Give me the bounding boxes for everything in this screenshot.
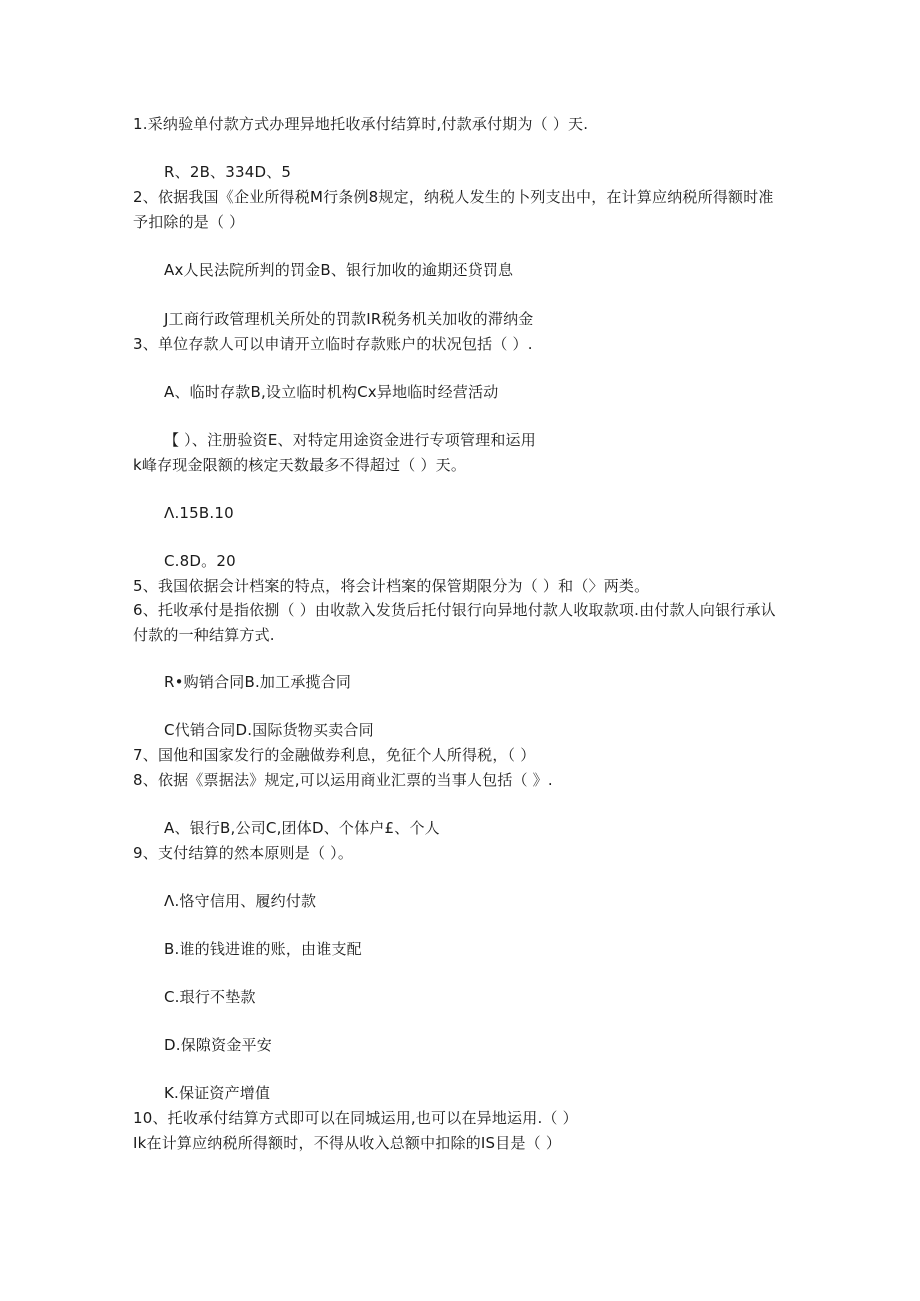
question-3-options-a: A、临时存款B,设立临时机构Cx异地临时经营活动 — [164, 383, 499, 401]
question-8-options: A、银行B,公司C,团体D、个体户£、个人 — [164, 819, 440, 837]
question-6-cont: 付款的一种结算方式. — [133, 626, 275, 644]
question-4-options-a: Λ.15B.10 — [164, 504, 234, 522]
question-5: 5、我国依据会计档案的特点，将会计档案的保管期限分为（ ）和（〉两类。 — [133, 577, 650, 595]
question-3: 3、单位存款人可以申请开立临时存款账户的状况包括（ ）. — [133, 335, 533, 353]
question-11: Ik在计算应纳税所得额时，不得从收入总额中扣除的IS目是（ ） — [133, 1134, 562, 1152]
question-2-options-b: J工商行政管理机关所处的罚款IR税务机关加收的滞纳金 — [164, 310, 534, 328]
question-4: k峰存现金限额的核定天数最多不得超过（ ）天。 — [133, 456, 467, 474]
question-6-options-b: C代销合同D.国际货物买卖合同 — [164, 721, 374, 739]
question-7: 7、国他和国家发行的金融做券利息，免征个人所得税，（ ） — [133, 746, 536, 764]
question-9-option-c: C.珢行不垫款 — [164, 988, 256, 1006]
question-3-options-b: 【 ）、注册验资E、对特定用途资金进行专项管理和运用 — [164, 431, 536, 449]
question-6: 6、托收承付是指依捌（ ）由收款入发货后托付银行向异地付款人收取款项.由付款人向银行承认 — [133, 601, 776, 619]
question-2-cont: 予扣除的是（ ） — [133, 213, 245, 231]
question-4-options-b: C.8D。20 — [164, 552, 236, 570]
question-1: 1.采纳验单付款方式办理异地托收承付结算时,付款承付期为（ ）天. — [133, 115, 589, 133]
question-9: 9、支付结算的然本原则是（ ）。 — [133, 844, 354, 862]
question-9-option-d: D.保隙资金平安 — [164, 1036, 272, 1054]
question-2: 2、依据我国《企业所得税M行条例8规定，纳税人发生的卜列支出中，在计算应纳税所得额时准 — [133, 188, 774, 206]
question-6-options-a: R•购销合同B.加工承揽合同 — [164, 673, 352, 691]
question-1-options: R、2B、334D、5 — [164, 163, 292, 181]
question-2-options-a: Ax人民法院所判的罚金B、银行加收的逾期还贷罚息 — [164, 261, 514, 279]
question-9-option-e: K.保证资产增值 — [164, 1084, 271, 1102]
question-8: 8、依据《票据法》规定,可以运用商业汇票的当事人包括（ 》. — [133, 771, 553, 789]
question-10: 10、托收承付结算方式即可以在同城运用,也可以在异地运用.（ ） — [133, 1109, 578, 1127]
question-9-option-a: Λ.恪守信用、履约付款 — [164, 892, 317, 910]
question-9-option-b: B.谁的钱进谁的账，由谁支配 — [164, 940, 362, 958]
